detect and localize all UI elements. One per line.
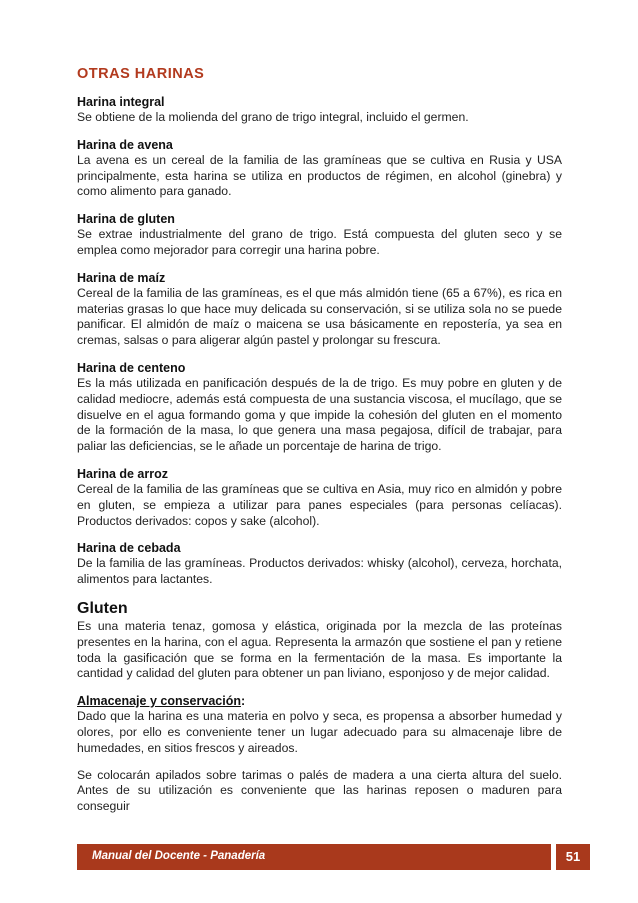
gluten-text: Es una materia tenaz, gomosa y elástica, originada por la mezcla de las proteínas presentes en la harina, con el agua. Representa la armazón que sostiene el pan y retiene toda la gasificación que se forma en la fermentación de la masa. Es importante la cantidad y calidad del gluten para obtener un pan liviano, esponjoso y de mejor calidad.	[77, 618, 562, 681]
flour-text: La avena es un cereal de la familia de las gramíneas que se cultiva en Rusia y USA principalmente, esta harina se utiliza en productos de régimen, en alcohol (ginebra) y como alimento para ganado.	[77, 152, 562, 199]
gluten-title: Gluten	[77, 599, 128, 617]
flour-text: Se obtiene de la molienda del grano de trigo integral, incluido el germen.	[77, 110, 469, 124]
flour-block-arroz	[77, 466, 562, 529]
storage-title-colon: :	[240, 694, 246, 709]
flour-text: Se extrae industrialmente del grano de trigo. Está compuesta del gluten seco y se emplea como mejorador para corregir una harina pobre.	[77, 227, 562, 257]
storage-continued	[77, 768, 562, 815]
flour-text: De la familia de las gramíneas. Productos derivados: whisky (alcohol), cerveza, horchata, alimentos para lactantes.	[77, 556, 562, 587]
footer-bar	[77, 844, 551, 870]
flour-title: Harina de arroz	[77, 466, 169, 481]
flour-title: Harina integral	[77, 95, 165, 109]
flour-block-avena	[77, 137, 562, 200]
flour-title: Harina de cebada	[77, 541, 181, 556]
storage-text-2: Se colocarán apilados sobre tarimas o palés de madera a una cierta altura del suelo. Antes de su utilización es conveniente que las harinas reposen o maduren para conseguir	[77, 767, 562, 814]
storage-text-1: Dado que la harina es una materia en polvo y seca, es propensa a absorber humedad y olores, por ello es conveniente tener un lugar adecuado para su almacenaje libre de humedades, en sitios frescos y aireados.	[77, 709, 562, 755]
flour-block-cebada	[77, 540, 562, 588]
gluten-section	[77, 599, 562, 682]
storage-title-text: Almacenaje y conservación	[77, 694, 241, 709]
storage-section	[77, 693, 562, 756]
page-footer	[77, 844, 581, 870]
flour-title: Harina de centeno	[77, 360, 186, 375]
flour-text: Cereal de la familia de las gramíneas, es el que más almidón tiene (65 a 67%), es rica en materias grasas lo que hace muy delicada su conservación, si se utiliza sola no se puede panificar. El almidón de maíz o maicena se usa básicamente en repostería, ya sea en cremas, salsas o para aligerar algún pastel y prolongar su frescura.	[77, 285, 562, 348]
page-content	[77, 66, 562, 826]
flour-title: Harina de maíz	[77, 270, 166, 285]
flour-block-centeno	[77, 360, 562, 455]
flour-block-integral	[77, 94, 562, 126]
flour-title: Harina de gluten	[77, 212, 175, 227]
section-title: OTRAS HARINAS	[77, 66, 205, 82]
storage-title	[77, 693, 562, 709]
flour-text: Cereal de la familia de las gramíneas que se cultiva en Asia, muy rico en almidón y pobre en gluten, se empieza a utilizar para panes especiales (para personas celíacas). Productos derivados: copos y sake (alcohol).	[77, 481, 562, 528]
flour-title: Harina de avena	[77, 137, 173, 152]
flour-block-maiz	[77, 270, 562, 349]
footer-title: Manual del Docente - Panadería	[92, 850, 266, 862]
flour-block-gluten	[77, 211, 562, 259]
flour-text: Es la más utilizada en panificación después de la de trigo. Es muy pobre en gluten y de calidad mediocre, además está compuesta de una sustancia viscosa, el mucílago, que se disuelve en el agua formando goma y que impide la cohesión del gluten en el momento de la formación de la masa, lo que genera una masa pegajosa, difícil de trabajar, para paliar las deficiencias, se le añade un porcentaje de harina de trigo.	[77, 375, 562, 454]
page-number: 51	[556, 844, 590, 870]
